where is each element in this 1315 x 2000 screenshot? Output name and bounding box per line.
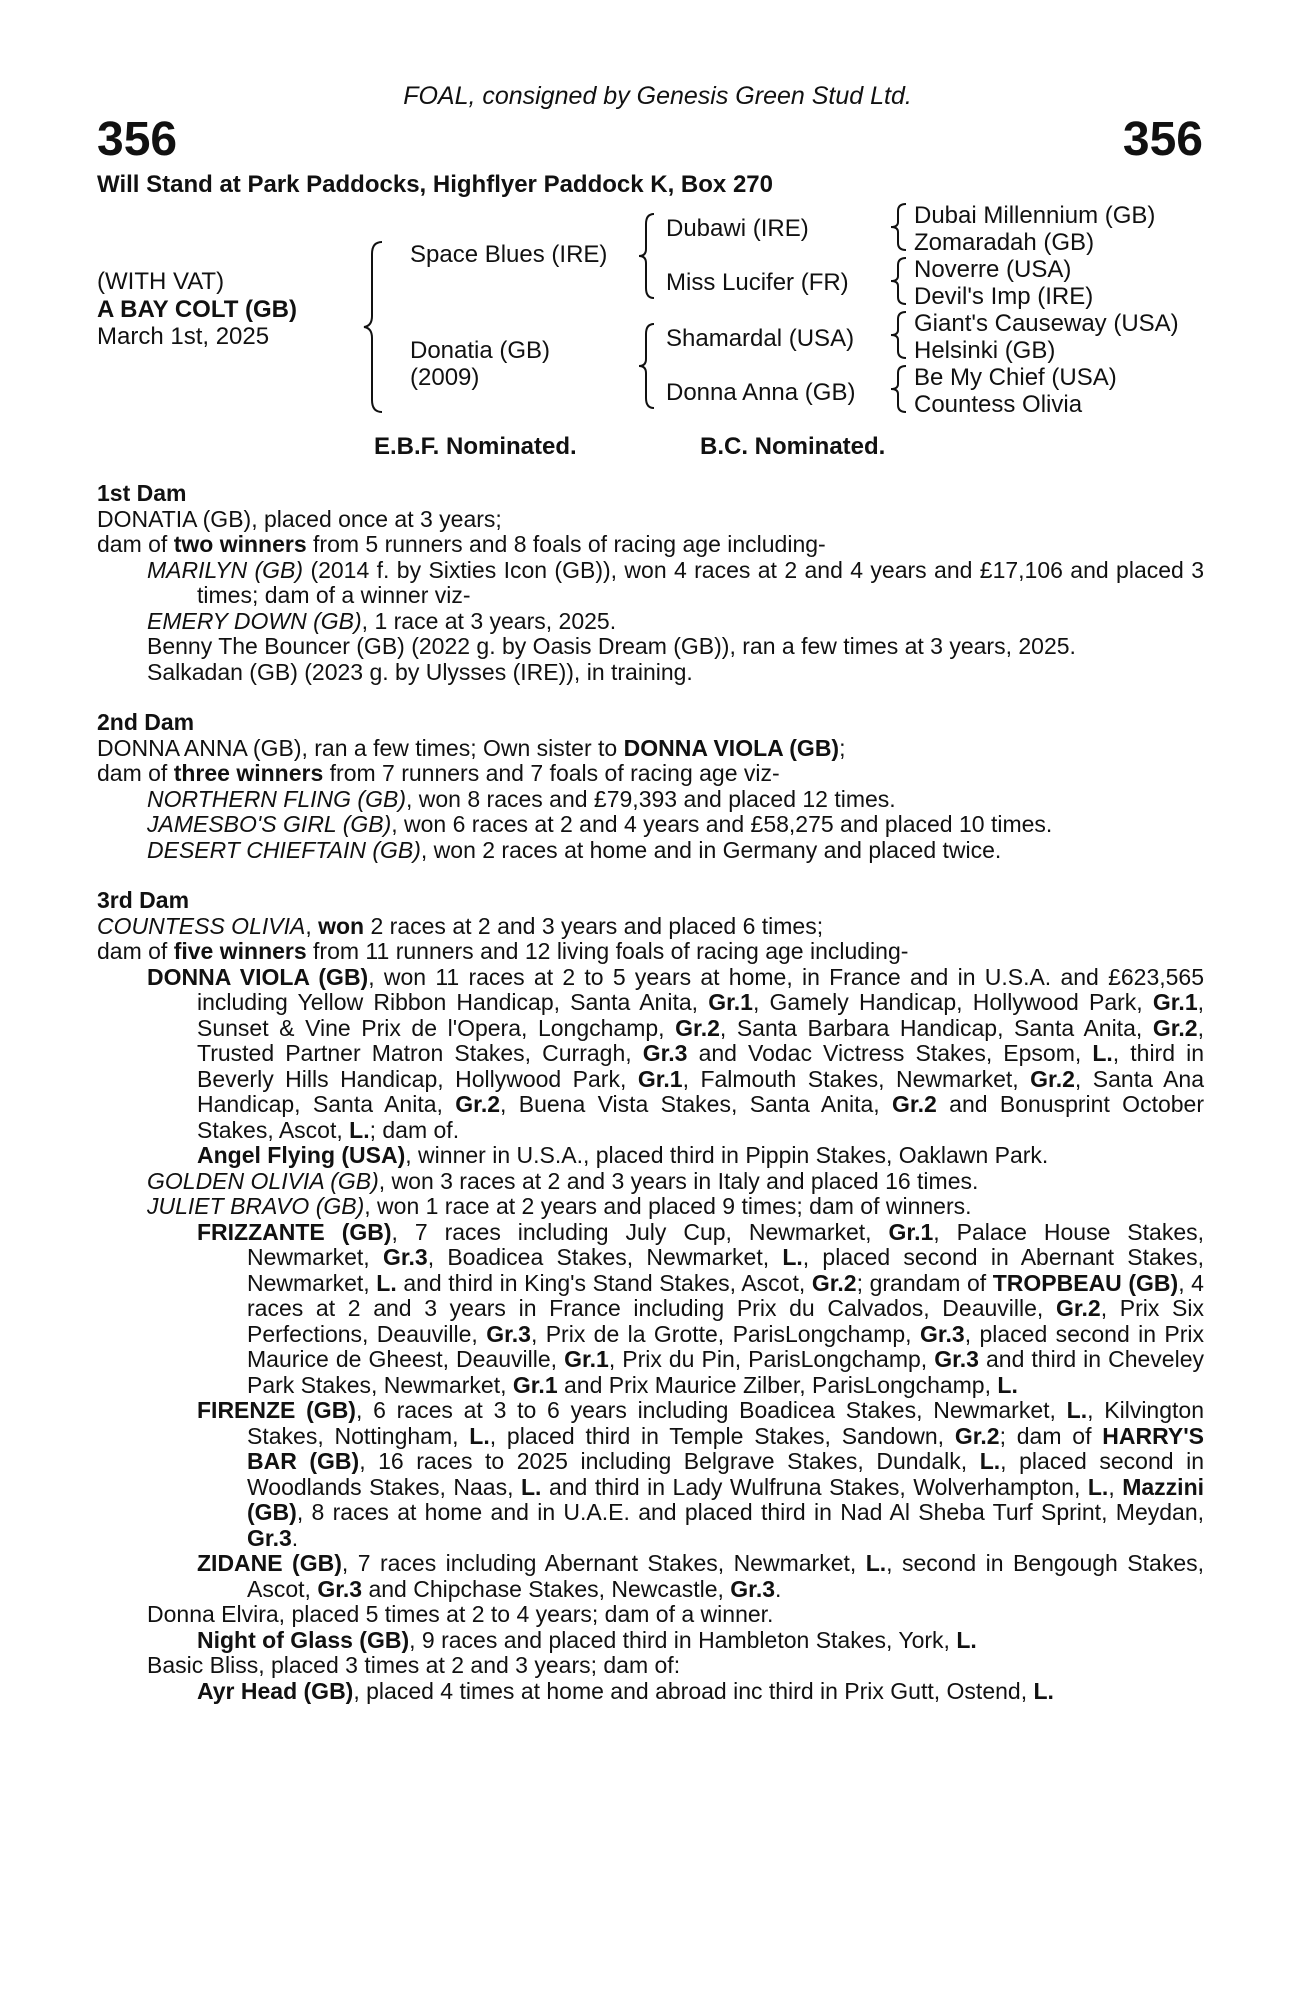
sire-dam: Miss Lucifer (FR) xyxy=(666,269,849,296)
produce-donna-viola: DONNA VIOLA (GB), won 11 races at 2 to 5 years at home, in France and in U.S.A. and £623,565 including Yellow Ribbon Handicap, Santa Anita, Gr.1, Gamely Handicap, Hollywood Park, Gr.1, Sunset & Vine Prix de l'Opera, Longchamp, Gr.2, Santa Barbara Handicap, Santa Anita, Gr.2, Trusted Partner Matron Stakes, Curragh, Gr.3 and Vodac Victress Stakes, Epsom, L., third in Beverly Hills Handicap, Hollywood Park, Gr.1, Falmouth Stakes, Newmarket, Gr.2, Santa Ana Handicap, Santa Anita, Gr.2, Buena Vista Stakes, Santa Anita, Gr.2 and Bonusprint October Stakes, Ascot, L.; dam of. xyxy=(147,963,1205,1143)
second-dam-heading: 2nd Dam xyxy=(97,709,195,735)
produce-donna-elvira: Donna Elvira, placed 5 times at 2 to 4 years; dam of a winner. xyxy=(147,1601,774,1627)
sire-sire: Dubawi (IRE) xyxy=(666,215,809,242)
pedigree-brace-gen3-c xyxy=(888,310,910,360)
dam-sire-dam: Helsinki (GB) xyxy=(914,337,1056,364)
consignor-line: FOAL, consigned by Genesis Green Stud Ltd. xyxy=(403,82,912,110)
produce-benny: Benny The Bouncer (GB) (2022 g. by Oasis Dream (GB)), ran a few times at 3 years, 2025. xyxy=(147,633,1076,659)
produce-angel-flying: Angel Flying (USA), winner in U.S.A., placed third in Pippin Stakes, Oaklawn Park. xyxy=(197,1142,1049,1168)
stand-location: Will Stand at Park Paddocks, Highflyer Paddock K, Box 270 xyxy=(97,171,773,198)
second-dam-line: DONNA ANNA (GB), ran a few times; Own sister to DONNA VIOLA (GB); xyxy=(97,734,846,761)
produce-emery-down: EMERY DOWN (GB), 1 race at 3 years, 2025. xyxy=(147,607,617,634)
ebf-nomination: E.B.F. Nominated. xyxy=(374,433,577,460)
produce-firenze: FIRENZE (GB), 6 races at 3 to 6 years including Boadicea Stakes, Newmarket, L., Kilvington Stakes, Nottingham, L., placed third in Temple Stakes, Sandown, Gr.2; dam of HARRY'S BAR (GB), 16 races to 2025 including Belgrave Stakes, Dundalk, L., placed second in Woodlands Stakes, Naas, L. and third in Lady Wulfruna Stakes, Wolverhampton, L., Mazzini (GB), 8 races at home and in U.A.E. and placed third in Nad Al Sheba Turf Sprint, Meydan, Gr.3. xyxy=(197,1397,1205,1551)
first-dam-heading: 1st Dam xyxy=(97,480,187,506)
produce-desert-chieftain: DESERT CHIEFTAIN (GB), won 2 races at home and in Germany and placed twice. xyxy=(147,836,1002,863)
dam-dam-dam: Countess Olivia xyxy=(914,391,1083,418)
third-dam-produce-line: dam of five winners from 11 runners and 12 living foals of racing age including- xyxy=(97,938,909,964)
produce-salkadan: Salkadan (GB) (2023 g. by Ulysses (IRE)), in training. xyxy=(147,658,693,685)
sire-name: Space Blues (IRE) xyxy=(410,241,608,268)
produce-jamesbos-girl: JAMESBO'S GIRL (GB), won 6 races at 2 and 4 years and £58,275 and placed 10 times. xyxy=(147,811,1053,837)
third-dam-line: COUNTESS OLIVIA, won 2 races at 2 and 3 years and placed 6 times; xyxy=(97,912,824,939)
sire-dam-sire: Noverre (USA) xyxy=(914,256,1072,283)
sire-sire-sire: Dubai Millennium (GB) xyxy=(914,202,1156,229)
lot-number-left: 356 xyxy=(97,113,178,166)
dam-name: Donatia (GB) xyxy=(410,337,551,364)
produce-frizzante: FRIZZANTE (GB), 7 races including July Cup, Newmarket, Gr.1, Palace House Stakes, Newmarket, Gr.3, Boadicea Stakes, Newmarket, L., placed second in Abernant Stakes, Newmarket, L. and third in King's Stand Stakes, Ascot, Gr.2; grandam of TROPBEAU (GB), 4 races at 2 and 3 years in France including Prix du Calvados, Deauville, Gr.2, Prix Six Perfections, Deauville, Gr.3, Prix de la Grotte, ParisLongchamp, Gr.3, placed second in Prix Maurice de Gheest, Deauville, Gr.1, Prix du Pin, ParisLongchamp, Gr.3 and third in Cheveley Park Stakes, Newmarket, Gr.1 and Prix Maurice Zilber, ParisLongchamp, L. xyxy=(197,1218,1205,1398)
produce-marilyn: MARILYN (GB) (2014 f. by Sixties Icon (GB)), won 4 races at 2 and 4 years and £17,106 and placed 3 times; dam of a winner viz- xyxy=(147,556,1204,608)
second-dam-produce-line: dam of three winners from 7 runners and 7 foals of racing age viz- xyxy=(97,760,780,786)
foaling-date: March 1st, 2025 xyxy=(97,323,270,350)
produce-night-of-glass: Night of Glass (GB), 9 races and placed third in Hambleton Stakes, York, L. xyxy=(197,1626,977,1653)
first-dam-produce-line: dam of two winners from 5 runners and 8 foals of racing age including- xyxy=(97,531,826,557)
produce-ayr-head: Ayr Head (GB), placed 4 times at home and abroad inc third in Prix Gutt, Ostend, L. xyxy=(197,1677,1054,1704)
dam-sire-sire: Giant's Causeway (USA) xyxy=(914,310,1179,337)
dam-dam: Donna Anna (GB) xyxy=(666,379,856,406)
bc-nomination: B.C. Nominated. xyxy=(700,433,886,460)
sire-dam-dam: Devil's Imp (IRE) xyxy=(914,283,1094,310)
pedigree-brace-gen3-d xyxy=(888,364,910,414)
lot-number-right: 356 xyxy=(1122,113,1203,166)
produce-basic-bliss: Basic Bliss, placed 3 times at 2 and 3 years; dam of: xyxy=(147,1652,681,1678)
third-dam-heading: 3rd Dam xyxy=(97,887,190,913)
produce-golden-olivia: GOLDEN OLIVIA (GB), won 3 races at 2 and 3 years in Italy and placed 16 times. xyxy=(147,1167,979,1194)
pedigree-brace-sire xyxy=(636,212,658,300)
sire-sire-dam: Zomaradah (GB) xyxy=(914,229,1095,256)
produce-zidane: ZIDANE (GB), 7 races including Abernant Stakes, Newmarket, L., second in Bengough Stakes, Ascot, Gr.3 and Chipchase Stakes, Newcastle, Gr.3. xyxy=(197,1550,1205,1602)
pedigree-brace-dam xyxy=(636,322,658,410)
first-dam-line: DONATIA (GB), placed once at 3 years; xyxy=(97,505,502,532)
vat-note: (WITH VAT) xyxy=(97,268,225,295)
pedigree-brace-gen3-b xyxy=(888,256,910,306)
dam-dam-sire: Be My Chief (USA) xyxy=(914,364,1117,391)
catalogue-body xyxy=(97,481,1204,1704)
dam-year: (2009) xyxy=(410,364,480,391)
dam-sire: Shamardal (USA) xyxy=(666,325,855,352)
pedigree-brace-main xyxy=(360,240,390,415)
produce-juliet-bravo: JULIET BRAVO (GB), won 1 race at 2 years and placed 9 times; dam of winners. xyxy=(147,1193,972,1219)
produce-northern-fling: NORTHERN FLING (GB), won 8 races and £79,393 and placed 12 times. xyxy=(147,785,896,812)
pedigree-brace-gen3-a xyxy=(888,202,910,252)
lot-name: A BAY COLT (GB) xyxy=(97,296,298,323)
